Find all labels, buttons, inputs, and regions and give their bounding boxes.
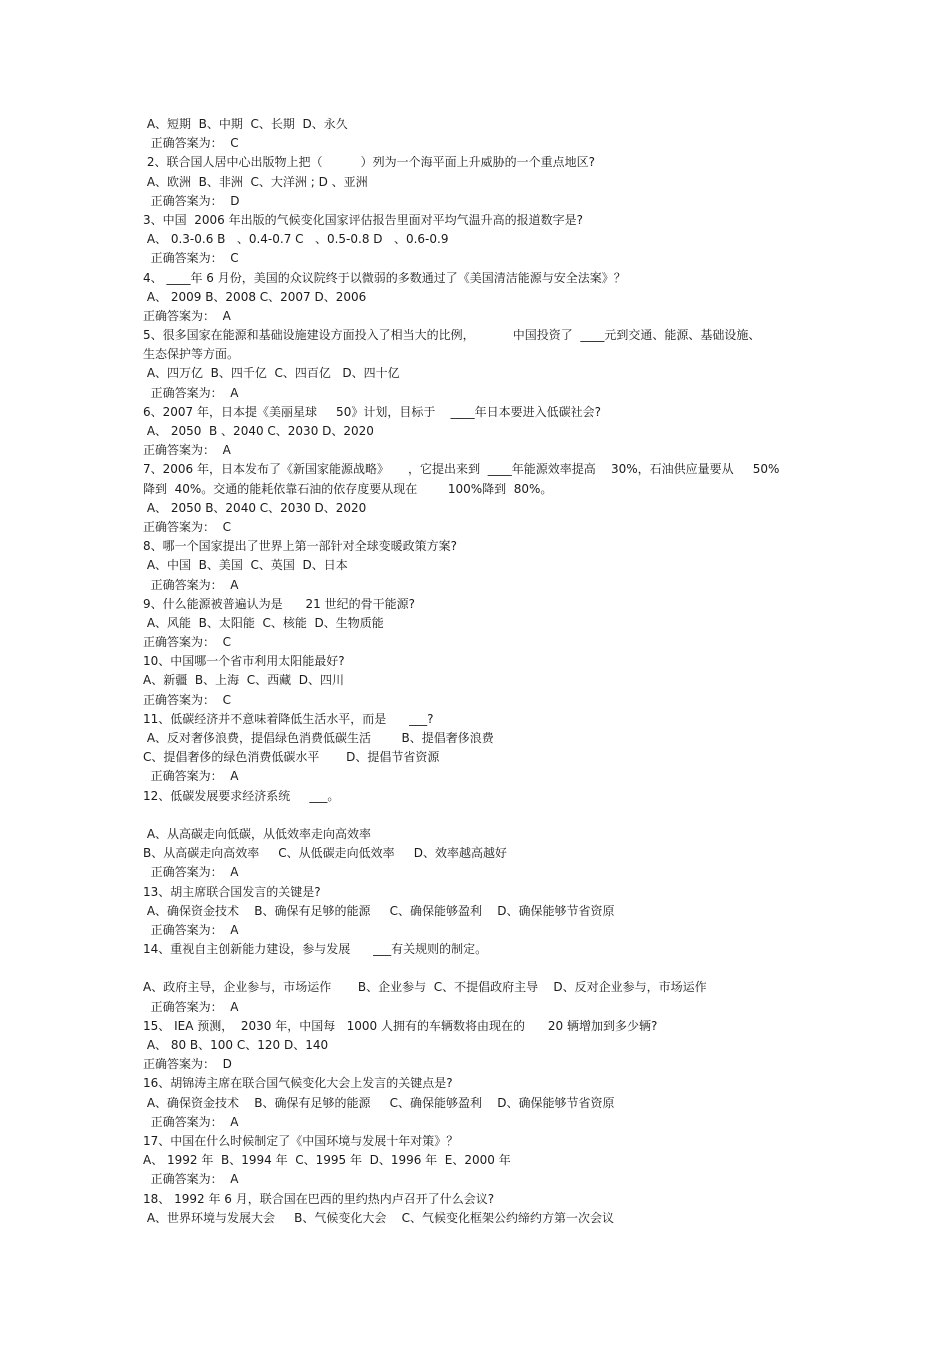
text-line: 6、2007 年，日本提《美丽星球 50》计划，目标于 ____年日本要进入低碳社会? xyxy=(143,404,601,419)
text-line: A、中国 B、美国 C、英国 D、日本 xyxy=(143,558,348,573)
text-line: 正确答案为： C xyxy=(143,251,239,266)
text-line: 12、低碳发展要求经济系统 ___。 xyxy=(143,788,340,803)
text-line: A、政府主导，企业参与，市场运作 B、企业参与 C、不提倡政府主导 D、反对企业参与，市场运作 xyxy=(143,980,707,995)
text-line: 13、胡主席联合国发言的关键是? xyxy=(143,884,321,899)
text-line: 正确答案为： C xyxy=(143,519,232,534)
text-line: 正确答案为： A xyxy=(143,999,239,1014)
text-line: 正确答案为： C xyxy=(143,635,232,650)
blank-line xyxy=(143,959,843,978)
text-line: 14、重视自主创新能力建设，参与发展 ___有关规则的制定。 xyxy=(143,942,488,957)
text-line: 3、中国 2006 年出版的气候变化国家评估报告里面对平均气温升高的报道数字是? xyxy=(143,212,583,227)
text-line: 正确答案为： A xyxy=(143,385,239,400)
text-line: A、 0.3-0.6 B 、0.4-0.7 C 、0.5-0.8 D 、0.6-0.9 xyxy=(143,232,449,247)
text-line: 4、 ____年 6 月份，美国的众议院终于以微弱的多数通过了《美国清洁能源与安全法案》？ xyxy=(143,270,626,285)
text-line: 正确答案为： A xyxy=(143,443,231,458)
text-line: A、欧洲 B、非洲 C、大洋洲 ; D 、亚洲 xyxy=(143,174,368,189)
text-line: 降到 40%。交通的能耗依靠石油的依存度要从现在 100%降到 80%。 xyxy=(143,481,553,496)
text-line: 7、2006 年，日本发布了《新国家能源战略》 ，它提出来到 ____年能源效率提高 30%，石油供应量要从 50% xyxy=(143,462,780,477)
text-line: 正确答案为： A xyxy=(143,1172,239,1187)
text-line: A、从高碳走向低碳，从低效率走向高效率 xyxy=(143,826,372,841)
text-line: 正确答案为： A xyxy=(143,865,239,880)
text-line: A、确保资金技术 B、确保有足够的能源 C、确保能够盈利 D、确保能够节省资原 xyxy=(143,903,615,918)
text-line: 正确答案为： A xyxy=(143,922,239,937)
text-line: A、确保资金技术 B、确保有足够的能源 C、确保能够盈利 D、确保能够节省资原 xyxy=(143,1095,615,1110)
text-line: 8、哪一个国家提出了世界上第一部针对全球变暖政策方案? xyxy=(143,539,458,554)
text-line: B、从高碳走向高效率 C、从低碳走向低效率 D、效率越高越好 xyxy=(143,846,507,861)
text-line: 正确答案为： A xyxy=(143,577,239,592)
text-line: 11、低碳经济并不意味着降低生活水平，而是 ___? xyxy=(143,711,434,726)
text-line: C、提倡奢侈的绿色消费低碳水平 D、提倡节省资源 xyxy=(143,750,440,765)
text-line: A、反对奢侈浪费，提倡绿色消费低碳生活 B、提倡奢侈浪费 xyxy=(143,731,494,745)
text-line: 正确答案为： D xyxy=(143,1057,232,1072)
text-line: 16、胡锦涛主席在联合国气候变化大会上发言的关键点是? xyxy=(143,1076,453,1091)
text-line: A、风能 B、太阳能 C、核能 D、生物质能 xyxy=(143,615,384,630)
text-line: 2、联合国人居中心出版物上把（ ）列为一个海平面上升威胁的一个重点地区? xyxy=(143,155,595,170)
text-line: A、短期 B、中期 C、长期 D、永久 xyxy=(143,117,348,131)
text-line: A、新疆 B、上海 C、西藏 D、四川 xyxy=(143,673,344,688)
text-line: A、 2009 B、2008 C、2007 D、2006 xyxy=(143,289,367,304)
text-line: 正确答案为： C xyxy=(143,692,232,707)
text-line: A、 80 B、100 C、120 D、140 xyxy=(143,1038,329,1052)
text-line: 10、中国哪一个省市利用太阳能最好? xyxy=(143,654,345,669)
text-line: 9、什么能源被普遍认为是 21 世纪的骨干能源? xyxy=(143,596,415,611)
text-line: 正确答案为： A xyxy=(143,1114,239,1129)
text-line: A、 2050 B、2040 C、2030 D、2020 xyxy=(143,500,367,515)
text-line: A、四万亿 B、四千亿 C、四百亿 D、四十亿 xyxy=(143,366,400,381)
text-line: A、世界环境与发展大会 B、气候变化大会 C、气候变化框架公约缔约方第一次会议 xyxy=(143,1210,614,1225)
text-line: A、 1992 年 B、1994 年 C、1995 年 D、1996 年 E、2000 年 xyxy=(143,1153,511,1168)
text-line: 15、 IEA 预测， 2030 年，中国每 1000 人拥有的车辆数将由现在的 20 辆增加到多少辆? xyxy=(143,1018,658,1033)
text-line: 正确答案为： C xyxy=(143,136,239,151)
text-line: 生态保护等方面。 xyxy=(143,347,240,362)
text-line: 17、中国在什么时候制定了《中国环境与发展十年对策》？ xyxy=(143,1133,459,1148)
text-line: 18、 1992 年 6 月，联合国在巴西的里约热内卢召开了什么会议? xyxy=(143,1191,495,1206)
text-line: A、 2050 B 、2040 C、2030 D、2020 xyxy=(143,424,374,438)
text-line: 5、很多国家在能源和基础设施建设方面投入了相当大的比例， 中国投资了 ____元到交通、能源、基础设施、 xyxy=(143,328,761,343)
text-line: 正确答案为： A xyxy=(143,769,239,784)
text-line: 正确答案为： D xyxy=(143,193,240,208)
blank-line xyxy=(143,806,843,825)
document-page xyxy=(143,115,843,1228)
text-line: 正确答案为： A xyxy=(143,308,231,323)
